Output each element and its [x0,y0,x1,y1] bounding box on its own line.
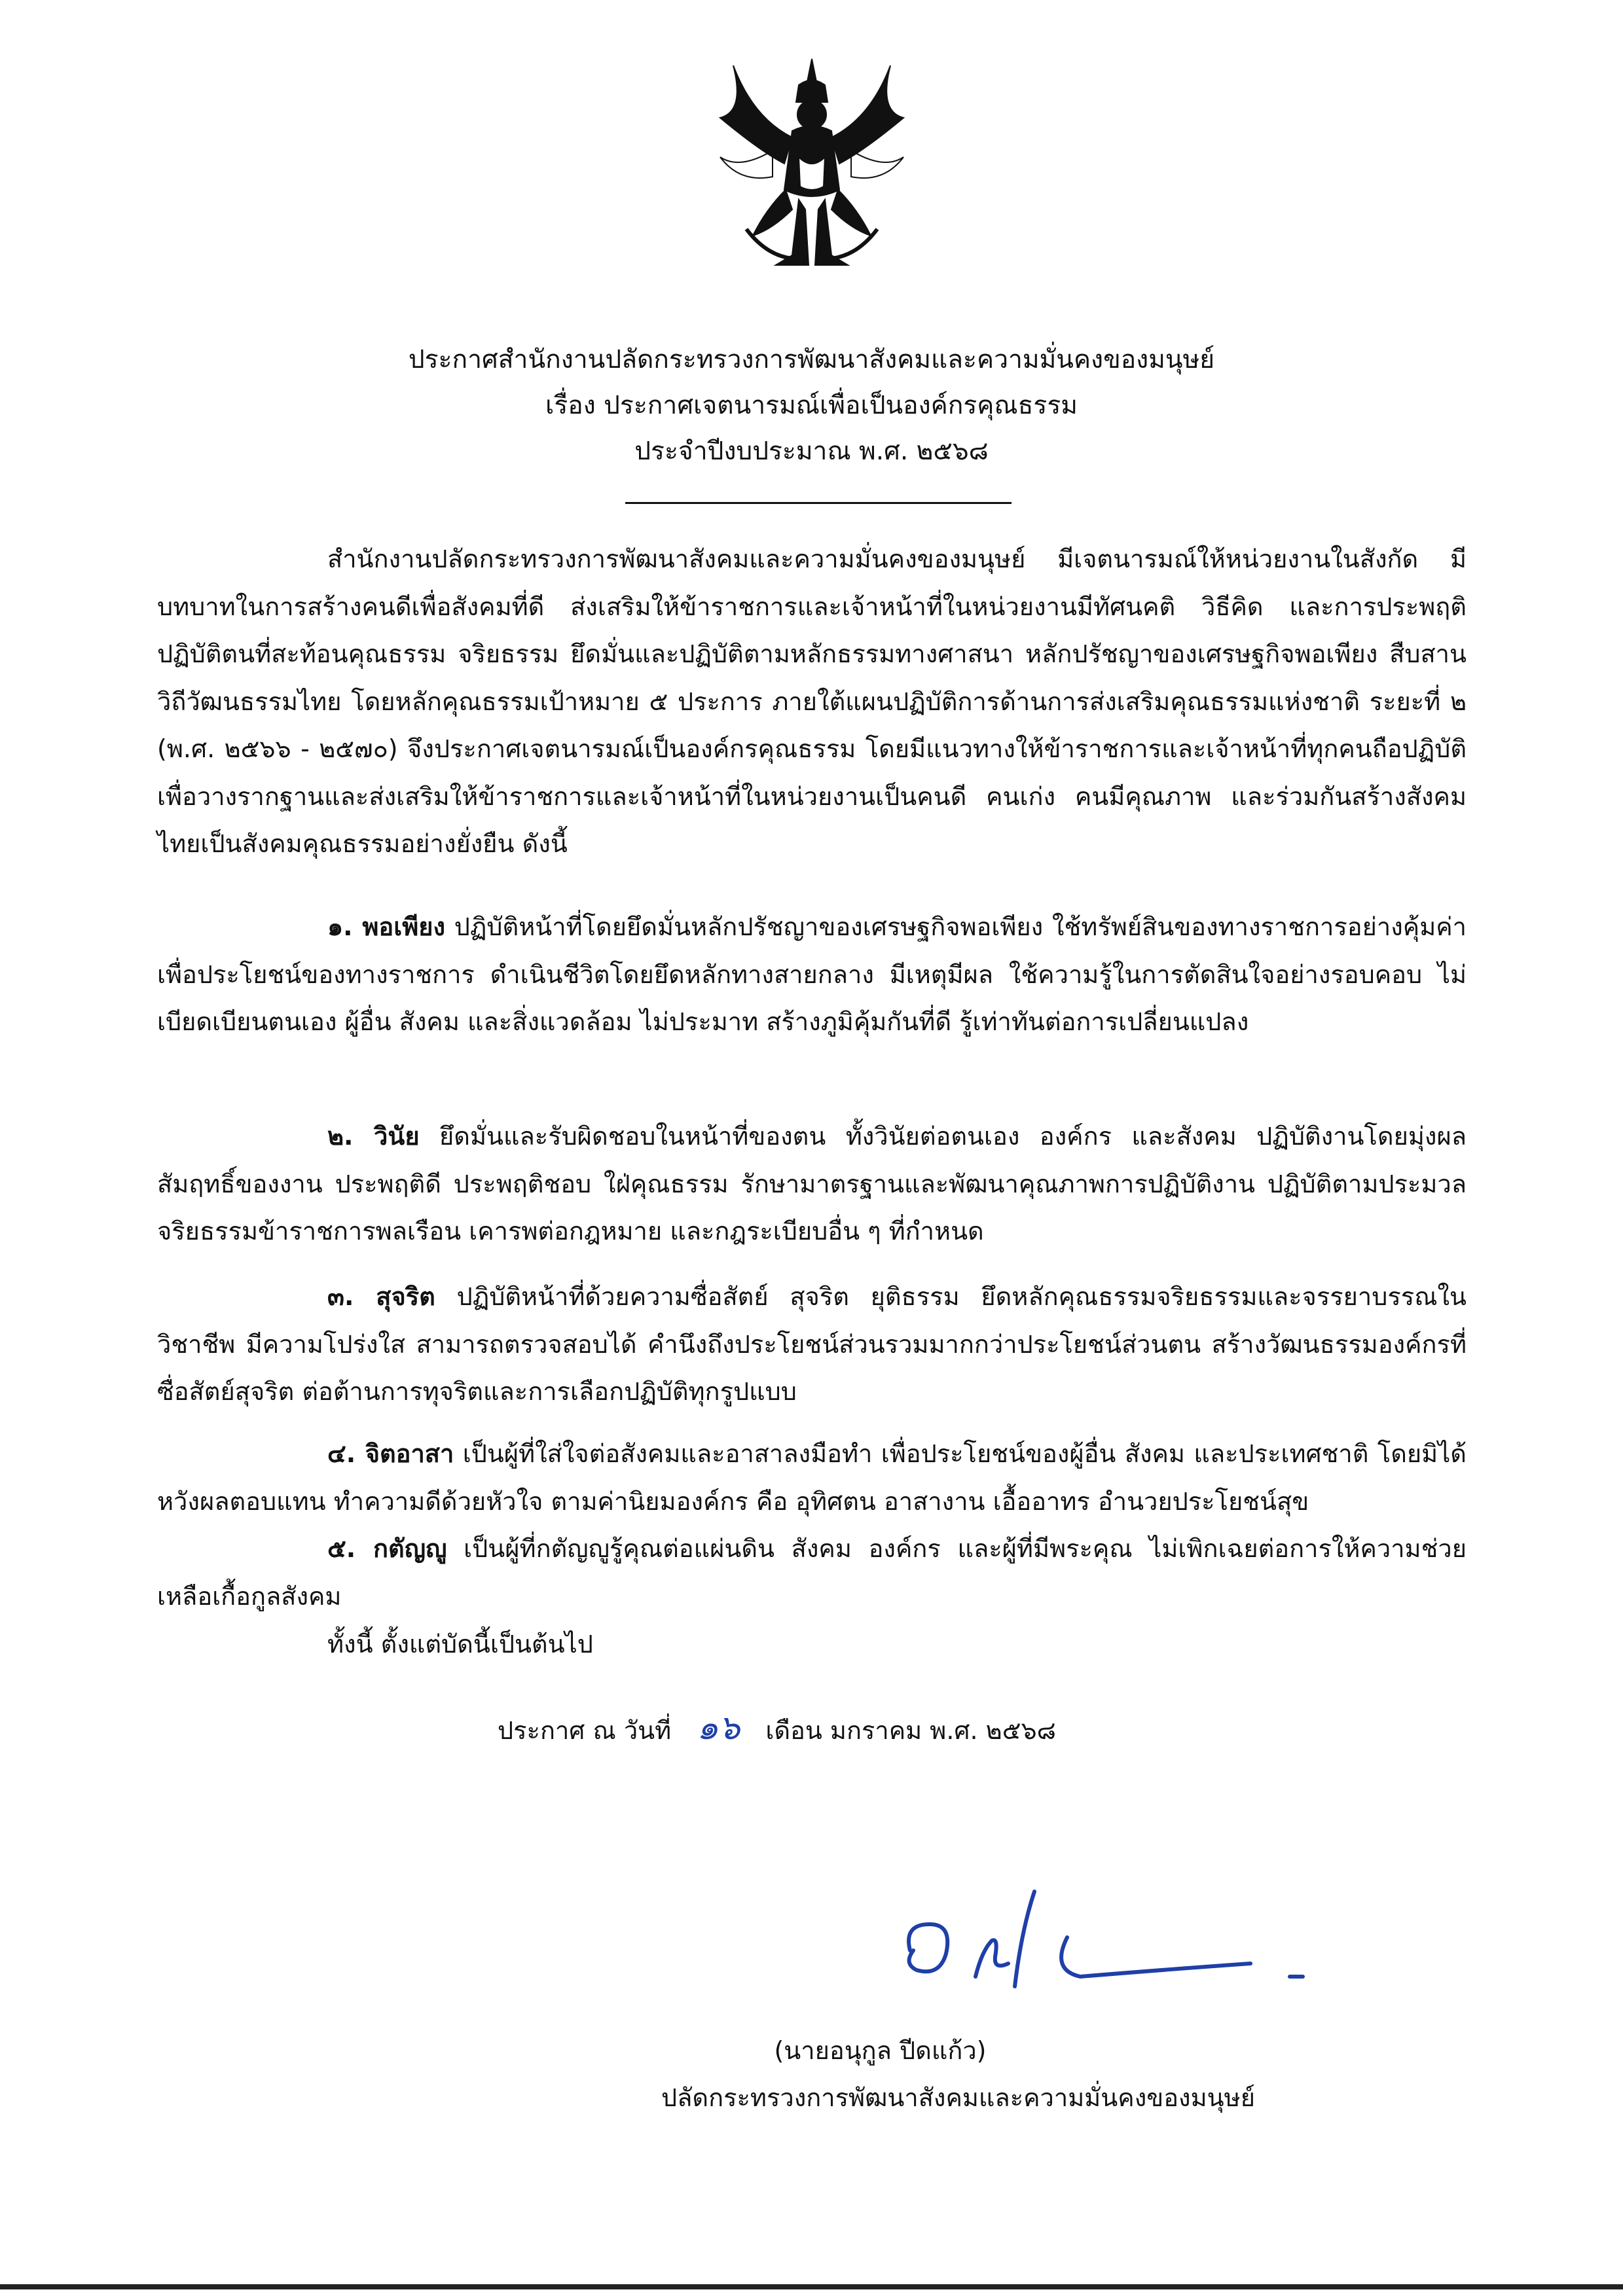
principle-text: เป็นผู้ที่กตัญญูรู้คุณต่อแผ่นดิน สังคม องค์กร และผู้ที่มีพระคุณ ไม่เพิกเฉยต่อการให้ความช่วยเหลือเกื้อกูลสังคม [157,1534,1467,1611]
principle-text: เป็นผู้ที่ใส่ใจต่อสังคมและอาสาลงมือทำ เพื่อประโยชน์ของผู้อื่น สังคม และประเทศชาติ โดยมิได้หวังผลตอบแทน ทำความดีด้วยหัวใจ ตามค่านิยมองค์กร คือ อุทิศตน อาสางาน เอื้ออาทร อำนวยประโยชน์สุข [157,1439,1467,1516]
principle-title: ๑. พอเพียง [327,912,446,941]
principle-text: ปฏิบัติหน้าที่ด้วยความซื่อสัตย์ สุจริต ยุติธรรม ยึดหลักคุณธรรมจริยธรรมและจรรยาบรรณในวิชาชีพ มีความโปร่งใส สามารถตรวจสอบได้ คำนึงถึงประโยชน์ส่วนรวมมากกว่าประโยชน์ส่วนตน สร้างวัฒนธรรมองค์กรที่ซื่อสัตย์สุจริต ต่อต้านการทุจริตและการเลือกปฏิบัติทุกรูปแบบ [157,1282,1467,1406]
handwritten-signature-icon [884,1872,1316,2003]
principle-item [157,1113,1467,1255]
date-line [498,1702,1218,1757]
announcement-subject: เรื่อง ประกาศเจตนารมณ์เพื่อเป็นองค์กรคุณธรรม [545,391,1078,420]
garuda-emblem-icon [694,39,930,288]
closing-statement [157,1621,1467,1668]
date-suffix: เดือน มกราคม พ.ศ. ๒๕๖๘ [765,1716,1056,1745]
principle-title: ๒. วินัย [327,1122,420,1151]
principle-text: ยึดมั่นและรับผิดชอบในหน้าที่ของตน ทั้งวินัยต่อตนเอง องค์กร และสังคม ปฏิบัติงานโดยมุ่งผลสัมฤทธิ์ของงาน ประพฤติดี ประพฤติชอบ ใฝ่คุณธรรม รักษามาตรฐานและพัฒนาคุณภาพการปฏิบัติงาน ปฏิบัติตามประมวลจริยธรรมข้าราชการพลเรือน เคารพต่อกฎหมาย และกฎระเบียบอื่น ๆ ที่กำหนด [157,1122,1467,1246]
closing-text: ทั้งนี้ ตั้งแต่บัดนี้เป็นต้นไป [327,1630,593,1659]
announcement-fiscal-year: ประจำปีงบประมาณ พ.ศ. ๒๕๖๘ [634,437,989,466]
announcement-title: ประกาศสำนักงานปลัดกระทรวงการพัฒนาสังคมและความมั่นคงของมนุษย์ [408,345,1215,374]
date-prefix: ประกาศ ณ วันที่ [498,1716,672,1745]
title-divider [625,502,1012,504]
intro-paragraph [157,535,1467,868]
principle-item [157,1273,1467,1416]
principle-item [157,1430,1467,1525]
principle-title: ๔. จิตอาสา [327,1439,454,1468]
principle-title: ๕. กตัญญู [327,1534,447,1563]
signatory-title: ปลัดกระทรวงการพัฒนาสังคมและความมั่นคงของมนุษย์ [661,2083,1255,2112]
page-bottom-border [0,2284,1623,2289]
intro-text: สำนักงานปลัดกระทรวงการพัฒนาสังคมและความมั่นคงของมนุษย์ มีเจตนารมณ์ให้หน่วยงานในสังกัด มีบทบาทในการสร้างคนดีเพื่อสังคมที่ดี ส่งเสริมให้ข้าราชการและเจ้าหน้าที่ในหน่วยงานมีทัศนคติ วิธีคิด และการประพฤติปฏิบัติตนที่สะท้อนคุณธรรม จริยธรรม ยึดมั่นและปฏิบัติตามหลักธรรมทางศาสนา หลักปรัชญาของเศรษฐกิจพอเพียง สืบสานวิถีวัฒนธรรมไทย โดยหลักคุณธรรมเป้าหมาย ๕ ประการ ภายใต้แผนปฏิบัติการด้านการส่งเสริมคุณธรรมแห่งชาติ ระยะที่ ๒ (พ.ศ. ๒๕๖๖ - ๒๕๗๐) จึงประกาศเจตนารมณ์เป็นองค์กรคุณธรรม โดยมีแนวทางให้ข้าราชการและเจ้าหน้าที่ทุกคนถือปฏิบัติ เพื่อวางรากฐานและส่งเสริมให้ข้าราชการและเจ้าหน้าที่ในหน่วยงานเป็นคนดี คนเก่ง คนมีคุณภาพ และร่วมกันสร้างสังคมไทยเป็นสังคมคุณธรรมอย่างยั่งยืน ดังนี้ [157,545,1467,858]
principle-title: ๓. สุจริต [327,1282,435,1311]
principle-item [157,1525,1467,1620]
principle-item [157,903,1467,1046]
principle-text: ปฏิบัติหน้าที่โดยยึดมั่นหลักปรัชญาของเศรษฐกิจพอเพียง ใช้ทรัพย์สินของทางราชการอย่างคุ้มค่า เพื่อประโยชน์ของทางราชการ ดำเนินชีวิตโดยยึดหลักทางสายกลาง มีเหตุมีผล ใช้ความรู้ในการตัดสินใจอย่างรอบคอบ ไม่เบียดเบียนตนเอง ผู้อื่น สังคม และสิ่งแวดล้อม ไม่ประมาท สร้างภูมิคุ้มกันที่ดี รู้เท่าทันต่อการเปลี่ยนแปลง [157,912,1467,1036]
handwritten-day: ๑๖ [697,1708,740,1748]
signatory-name: (นายอนุกูล ปีดแก้ว) [774,2036,987,2065]
